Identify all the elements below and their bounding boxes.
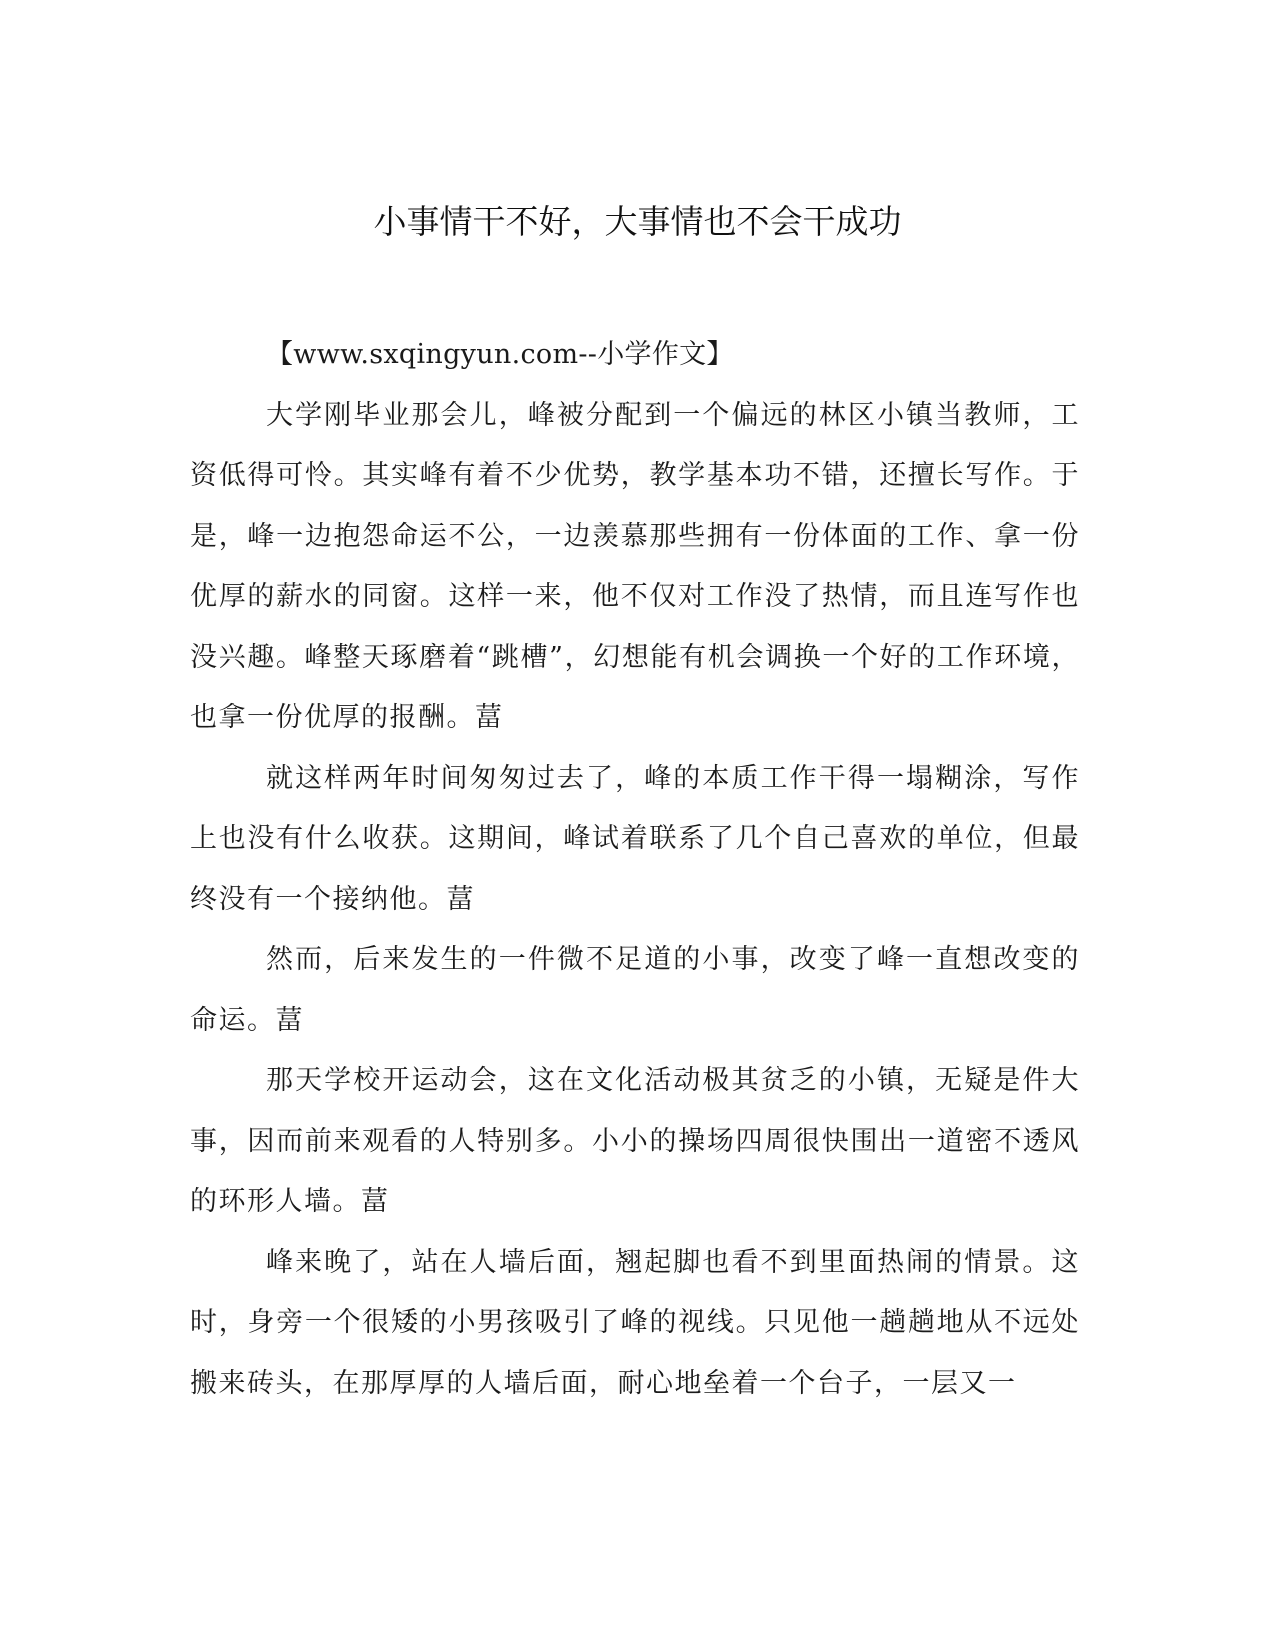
document-body <box>190 325 1080 1414</box>
paragraph-3: 然而，后来发生的一件微不足道的小事，改变了峰一直想改变的命运。葍 <box>190 944 1080 1036</box>
source-line: 【www.sxqingyun.com--小学作文】 <box>266 339 734 370</box>
paragraph-4: 那天学校开运动会，这在文化活动极其贫乏的小镇，无疑是件大事，因而前来观看的人特别多。小小的操场四周很快围出一道密不透风的环形人墙。葍 <box>190 1065 1080 1217</box>
document-title: 小事情干不好，大事情也不会干成功 <box>373 202 902 241</box>
paragraph-1: 大学刚毕业那会儿，峰被分配到一个偏远的林区小镇当教师，工资低得可怜。其实峰有着不少优势，教学基本功不错，还擅长写作。于是，峰一边抱怨命运不公，一边羡慕那些拥有一份体面的工作、拿一份优厚的薪水的同窗。这样一来，他不仅对工作没了热情，而且连写作也没兴趣。峰整天琢磨着“跳槽”，幻想能有机会调换一个好的工作环境，也拿一份优厚的报酬。葍 <box>190 399 1080 733</box>
paragraph-2: 就这样两年时间匆匆过去了，峰的本质工作干得一塌糊涂，写作上也没有什么收获。这期间，峰试着联系了几个自己喜欢的单位，但最终没有一个接纳他。葍 <box>190 762 1080 915</box>
paragraph-5: 峰来晚了，站在人墙后面，翘起脚也看不到里面热闹的情景。这时，身旁一个很矮的小男孩吸引了峰的视线。只见他一趟趟地从不远处搬来砖头，在那厚厚的人墙后面，耐心地垒着一个台子，一层又一 <box>190 1246 1080 1399</box>
